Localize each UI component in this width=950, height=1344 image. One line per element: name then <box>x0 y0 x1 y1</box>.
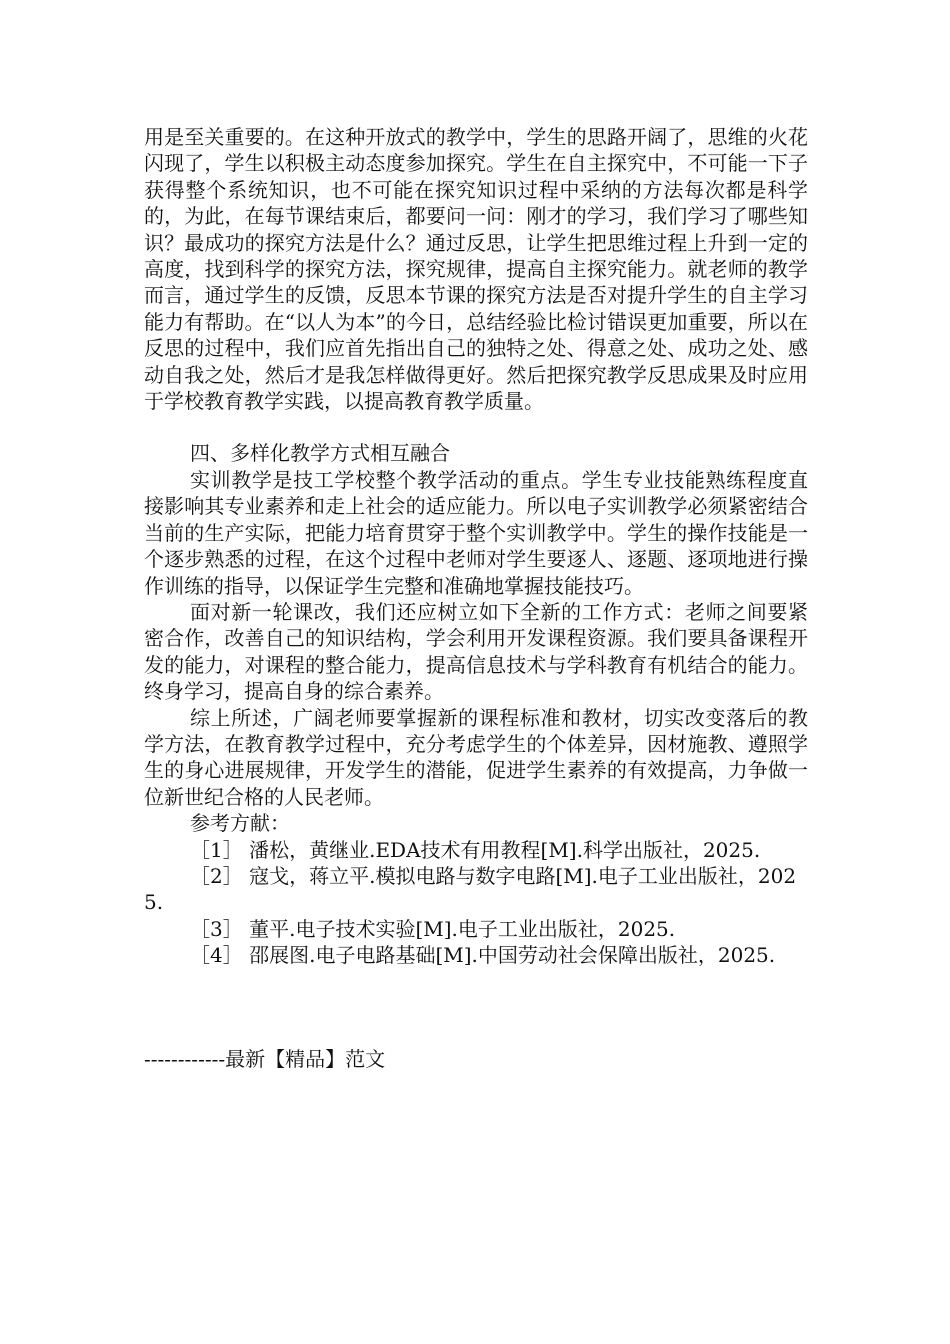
paragraph-reflection: 用是至关重要的。在这种开放式的教学中，学生的思路开阔了，思维的火花闪现了，学生以积极主动态度参加探究。学生在自主探究中，不可能一下子获得整个系统知识，也不可能在探究知识过程中采纳的方法每次都是科学的，为此，在每节课结束后，都要问一问：刚才的学习，我们学习了哪些知识？最成功的探究方法是什么？通过反思，让学生把思维过程上升到一定的高度，找到科学的探究方法，探究规律，提高自主探究能力。就老师的教学而言，通过学生的反馈，反思本节课的探究方法是否对提升学生的自主学习能力有帮助。在“以人为本”的今日，总结经验比检讨错误更加重要，所以在反思的过程中，我们应首先指出自己的独特之处、得意之处、成功之处、感动自我之处，然后才是我怎样做得更好。然后把探究教学反思成果及时应用于学校教育教学实践，以提高教育教学质量。 <box>144 125 808 414</box>
paragraph-gap <box>144 414 808 440</box>
paragraph-summary: 综上所述，广阔老师要掌握新的课程标准和教材，切实改变落后的教学方法，在教育教学过程中，充分考虑学生的个体差异，因材施教、遵照学生的身心进展规律，开发学生的潜能，促进学生素养的有效提高，力争做一位新世纪合格的人民老师。 <box>144 705 808 809</box>
paragraph-training: 实训教学是技工学校整个教学活动的重点。学生专业技能熟练程度直接影响其专业素养和走上社会的适应能力。所以电子实训教学必须紧密结合当前的生产实际，把能力培育贯穿于整个实训教学中。学生的操作技能是一个逐步熟悉的过程，在这个过程中老师对学生要逐人、逐题、逐项地进行操作训练的指导，以保证学生完整和准确地掌握技能技巧。 <box>144 467 808 598</box>
references-heading: 参考方献： <box>190 811 290 836</box>
reference-item: ［2］ 寇戈，蒋立平.模拟电路与数字电路[M].电子工业出版社，2025. <box>144 863 797 915</box>
paragraph-reform: 面对新一轮课改，我们还应树立如下全新的工作方式：老师之间要紧密合作，改善自己的知识结构，学会利用开发课程资源。我们要具备课程开发的能力，对课程的整合能力，提高信息技术与学科教育有机结合的能力。终身学习，提高自身的综合素养。 <box>144 599 808 704</box>
reference-item: ［3］ 董平.电子技术实验[M].电子工业出版社，2025. <box>190 916 676 941</box>
reference-item: ［4］ 邵展图.电子电路基础[M].中国劳动社会保障出版社，2025. <box>190 943 776 968</box>
page-footer: ------------最新【精品】范文 <box>144 1047 386 1071</box>
reference-item: ［1］ 潘松，黄继业.EDA技术有用教程[M].科学出版社，2025. <box>190 837 761 862</box>
section-heading: 四、多样化教学方式相互融合 <box>190 441 450 466</box>
document-body <box>144 124 808 969</box>
